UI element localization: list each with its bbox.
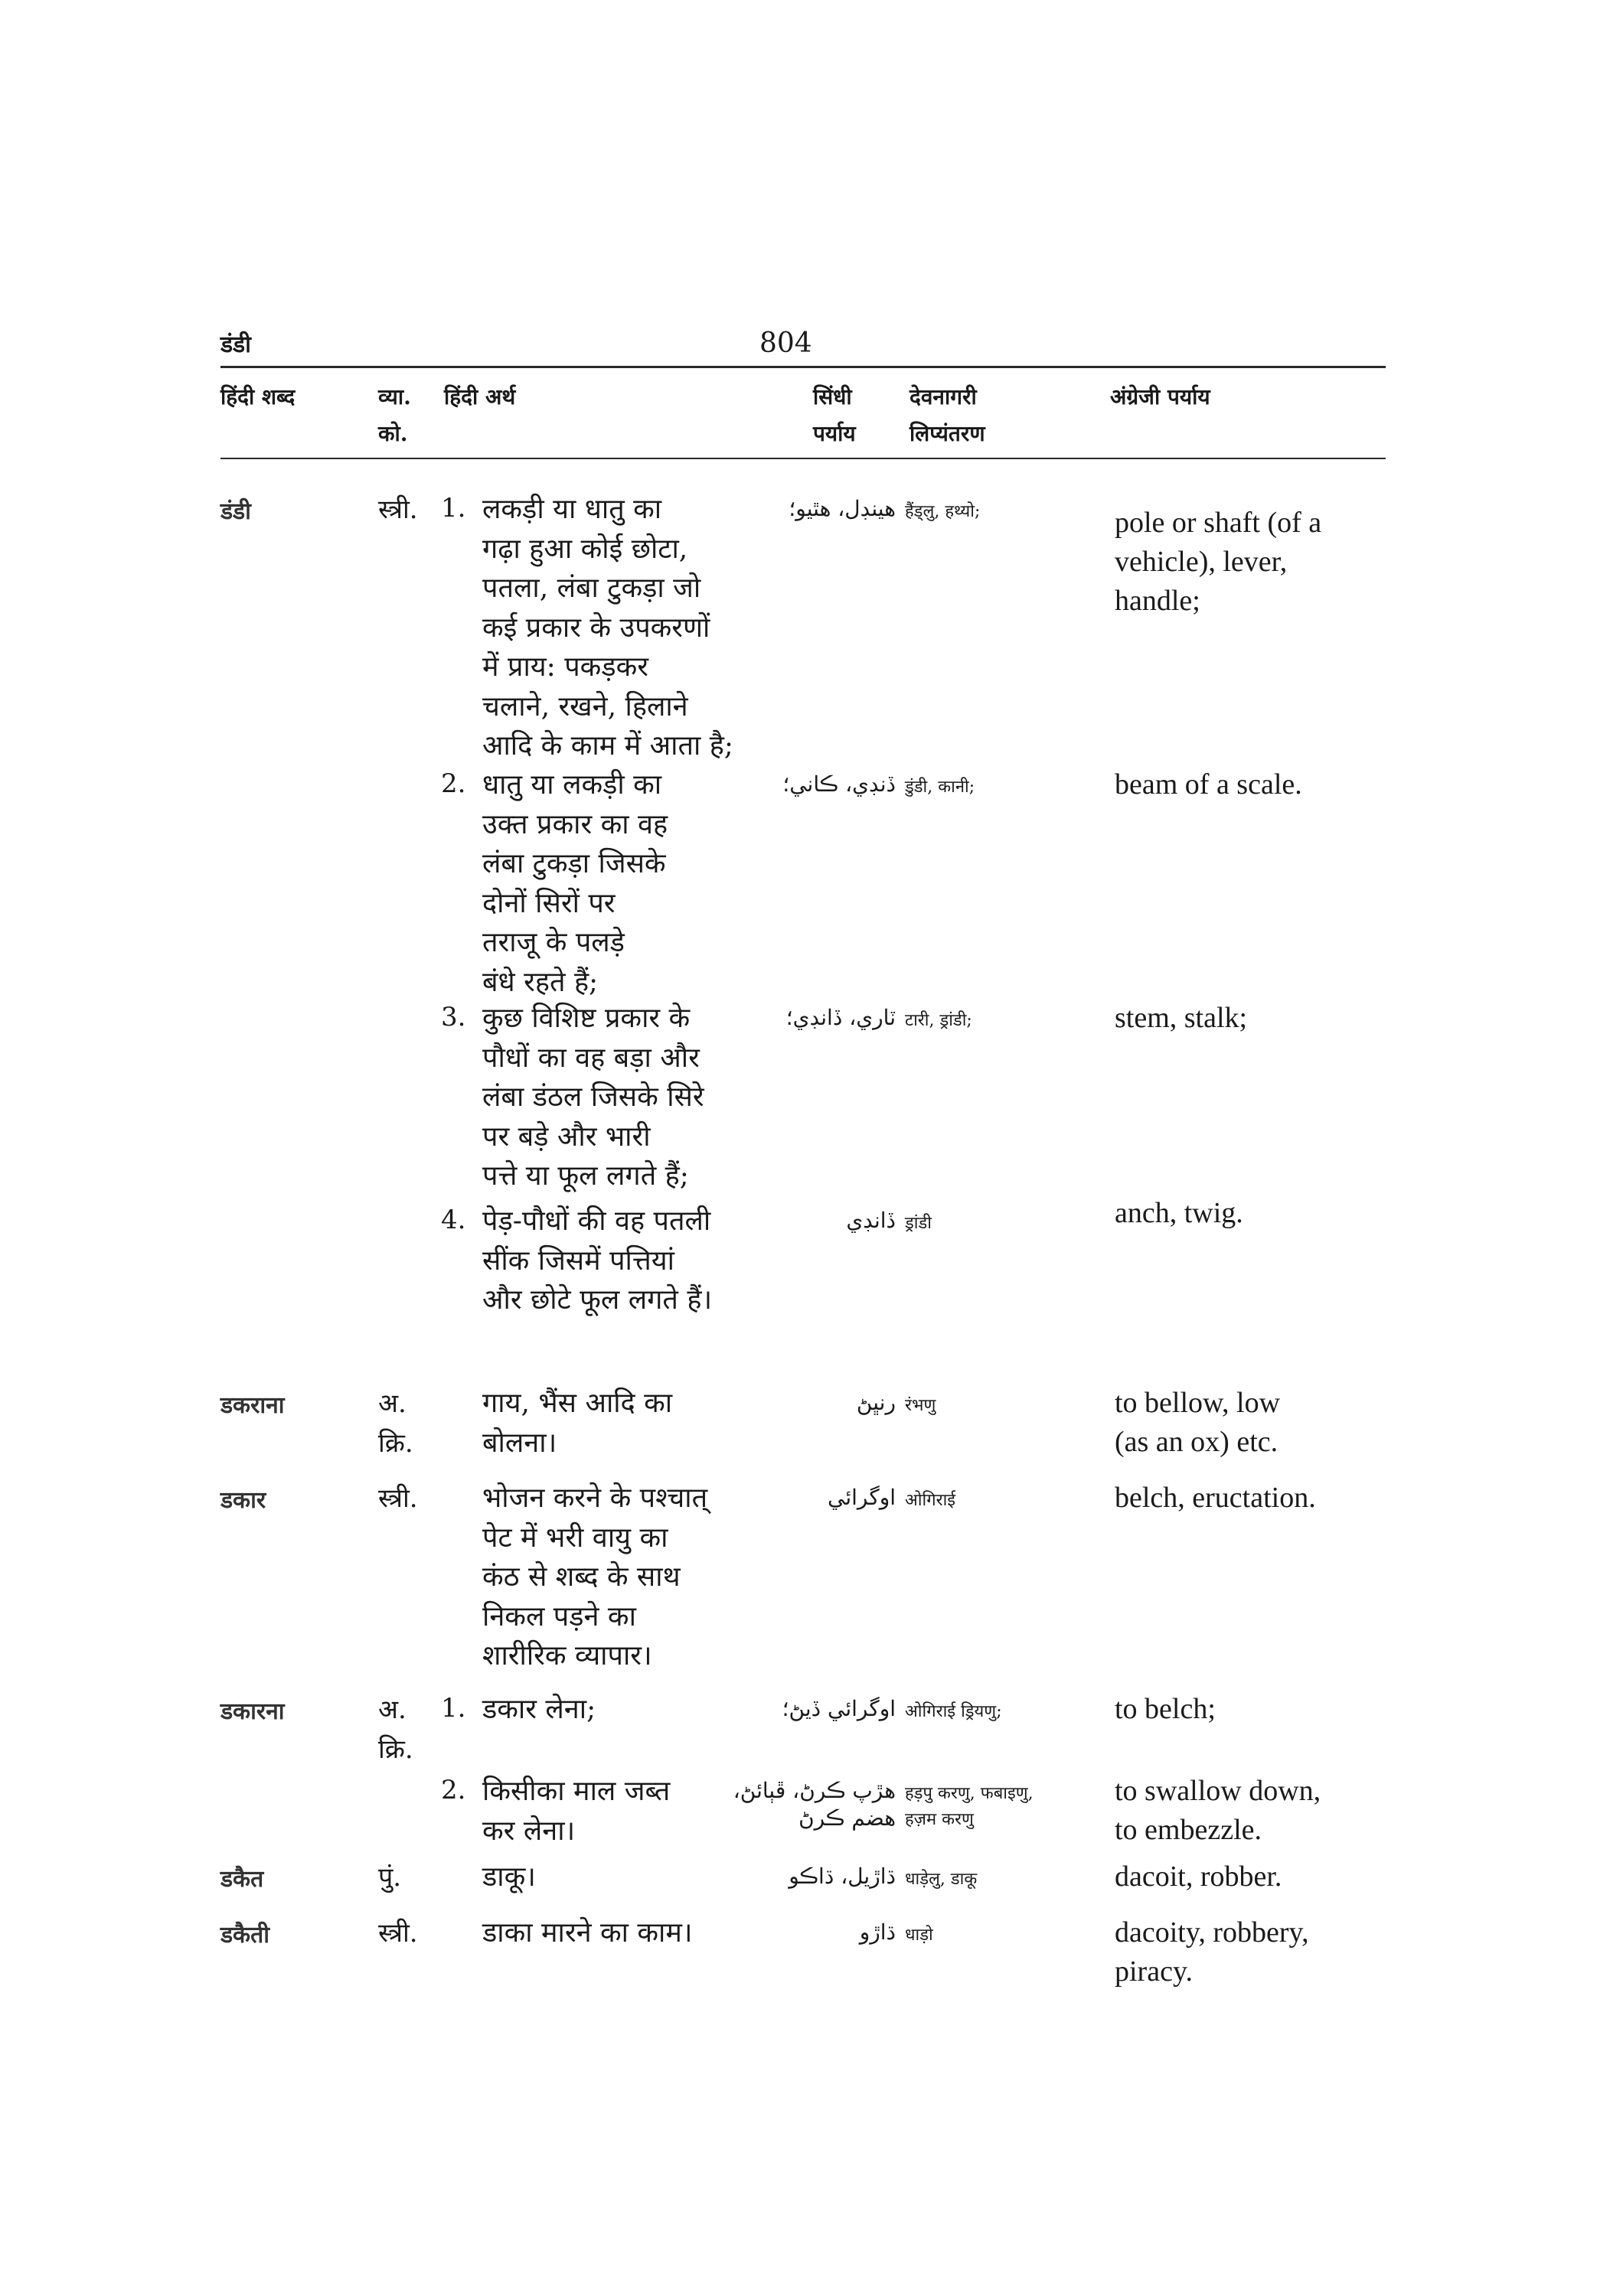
sindhi-equivalent: ڏنڊي، ڪاني؛ [782, 771, 896, 797]
devanagari-transliteration: हड़पु करणु, फबाइणु, [905, 1784, 1034, 1803]
english-equivalent: piracy. [1115, 1955, 1193, 1988]
sense-number: 3. [441, 1002, 466, 1032]
meaning-line: डाका मारने का काम। [482, 1917, 693, 1949]
english-equivalent: dacoity, robbery, [1115, 1916, 1309, 1949]
headword: डकैती [220, 1922, 269, 1949]
meaning-line: बोलना। [482, 1427, 557, 1459]
sense-number: 1. [441, 1693, 466, 1724]
sense-number: 2. [441, 1775, 466, 1805]
meaning-line: कंठ से शब्द के साथ [482, 1561, 681, 1593]
grammar-label: स्त्री. [378, 1483, 418, 1514]
grammar-label: स्त्री. [378, 1918, 418, 1949]
sense-number: 4. [441, 1205, 466, 1235]
header-bottom-rule [220, 458, 1386, 459]
english-equivalent: stem, stalk; [1115, 1002, 1248, 1034]
grammar-label: पुं. [378, 1862, 402, 1893]
headword: डकराना [220, 1392, 285, 1419]
meaning-line: बंधे रहते हैं; [482, 966, 599, 998]
column-header-sindhi-line1: सिंधी [813, 384, 852, 409]
meaning-line: डकार लेना; [482, 1694, 596, 1725]
sindhi-equivalent: ڏانڊي [846, 1208, 896, 1233]
meaning-line: लंबा डंठल जिसके सिरे [482, 1081, 704, 1113]
sindhi-equivalent: هينڊل، هٿيو؛ [789, 496, 896, 521]
sindhi-equivalent: ڌاڙو [859, 1919, 896, 1945]
meaning-line: में प्राय: पकड़कर [482, 651, 648, 683]
meaning-line: गाय, भैंस आदि का [482, 1388, 673, 1419]
devanagari-transliteration: रंभणु [905, 1396, 936, 1415]
top-rule [220, 366, 1386, 368]
english-equivalent: beam of a scale. [1115, 768, 1302, 801]
meaning-line: निकल पड़ने का [482, 1600, 636, 1632]
english-equivalent: to bellow, low [1115, 1387, 1281, 1419]
devanagari-transliteration: हैंड्लु, हथ्यो; [905, 502, 981, 521]
meaning-line: धातु या लकड़ी का [482, 769, 662, 801]
english-equivalent: anch, twig. [1115, 1197, 1243, 1229]
headword: डंडी [220, 498, 251, 525]
meaning-line: पर बड़े और भारी [482, 1120, 651, 1153]
grammar-label: स्त्री. [378, 494, 418, 525]
sindhi-equivalent: هڙپ ڪرڻ، ڦٻائڻ، [733, 1778, 896, 1803]
english-equivalent: vehicle), lever, [1115, 546, 1288, 578]
meaning-line: पतला, लंबा टुकड़ा जो [482, 572, 701, 604]
column-header-grammar-line2: को. [378, 421, 408, 446]
english-equivalent: handle; [1115, 585, 1200, 617]
sindhi-equivalent: هضم ڪرڻ [798, 1805, 896, 1831]
running-head: डंडी [220, 331, 251, 358]
grammar-label: अ. [378, 1694, 407, 1725]
english-equivalent: dacoit, robber. [1115, 1861, 1282, 1893]
meaning-line: कुछ विशिष्ट प्रकार के [482, 1003, 691, 1034]
column-header-devanagari-line1: देवनागरी [909, 384, 977, 409]
column-header-hindi-word: हिंदी शब्द [220, 384, 296, 409]
grammar-label: क्रि. [378, 1428, 413, 1459]
column-header-grammar-line1: व्या. [378, 384, 411, 409]
column-header-english: अंग्रेजी पर्याय [1110, 384, 1210, 409]
meaning-line: किसीका माल जब्त [482, 1776, 671, 1807]
meaning-line: कर लेना। [482, 1815, 576, 1847]
meaning-line: डाकू। [482, 1861, 536, 1893]
meaning-line: कई प्रकार के उपकरणों [482, 612, 710, 644]
english-equivalent: to embezzle. [1115, 1814, 1262, 1846]
sense-number: 2. [441, 768, 466, 799]
sindhi-equivalent: اوگرائي ڏيڻ؛ [782, 1696, 896, 1721]
meaning-line: पेड़-पौधों की वह पतली [482, 1205, 711, 1237]
devanagari-transliteration: ओगिराई ड्रियणु; [905, 1702, 1002, 1721]
meaning-line: पौधों का वह बड़ा और [482, 1042, 700, 1074]
english-equivalent: pole or shaft (of a [1115, 507, 1322, 539]
devanagari-transliteration: ड्रांडी [905, 1214, 932, 1233]
headword: डकैत [220, 1866, 264, 1893]
grammar-label: क्रि. [378, 1734, 413, 1765]
english-equivalent: (as an ox) etc. [1115, 1426, 1278, 1458]
meaning-line: शारीरिक व्यापार। [482, 1640, 652, 1671]
devanagari-transliteration: डुंडी, कानी; [905, 778, 975, 797]
headword: डकारना [220, 1698, 285, 1725]
meaning-line: गढ़ा हुआ कोई छोटा, [482, 533, 688, 565]
english-equivalent: to belch; [1115, 1693, 1216, 1725]
sindhi-equivalent: اوگرائي [828, 1485, 896, 1510]
devanagari-transliteration: टारी, ड्रांडी; [905, 1011, 972, 1030]
meaning-line: तराजू के पलड़े [482, 927, 625, 958]
grammar-label: अ. [378, 1388, 407, 1419]
column-header-devanagari-line2: लिप्यंतरण [909, 421, 985, 446]
meaning-line: लंबा टुकड़ा जिसके [482, 848, 666, 879]
sindhi-equivalent: ڌاڙيل، ڌاڪو [789, 1864, 896, 1889]
page-number: 804 [759, 328, 812, 359]
meaning-line: आदि के काम में आता है; [482, 730, 734, 762]
sense-number: 1. [441, 493, 466, 523]
english-equivalent: belch, eructation. [1115, 1482, 1316, 1514]
meaning-line: पत्ते या फूल लगते हैं; [482, 1160, 689, 1192]
english-equivalent: to swallow down, [1115, 1775, 1321, 1807]
devanagari-transliteration: धाड़ेलु, डाकू [905, 1870, 978, 1889]
meaning-line: चलाने, रखने, हिलाने [482, 690, 688, 722]
devanagari-transliteration: धाड़ो [905, 1926, 933, 1945]
meaning-line: पेट में भरी वायु का [482, 1521, 668, 1554]
meaning-line: भोजन करने के पश्चात् [482, 1482, 708, 1514]
headword: डकार [220, 1487, 266, 1514]
sindhi-equivalent: رنڀڻ [856, 1390, 896, 1415]
meaning-line: दोनों सिरों पर [482, 887, 616, 919]
meaning-line: लकड़ी या धातु का [482, 494, 662, 525]
column-header-hindi-meaning: हिंदी अर्थ [444, 384, 516, 409]
meaning-line: और छोटे फूल लगते हैं। [482, 1284, 713, 1316]
meaning-line: उक्त प्रकार का वह [482, 808, 668, 840]
meaning-line: सींक जिसमें पत्तियां [482, 1244, 674, 1277]
column-header-sindhi-line2: पर्याय [813, 421, 856, 446]
devanagari-transliteration: ओगिराई [905, 1491, 956, 1510]
sindhi-equivalent: ٽاري، ڏانڊي؛ [785, 1005, 896, 1030]
devanagari-transliteration: हज़म करणु [905, 1810, 974, 1829]
